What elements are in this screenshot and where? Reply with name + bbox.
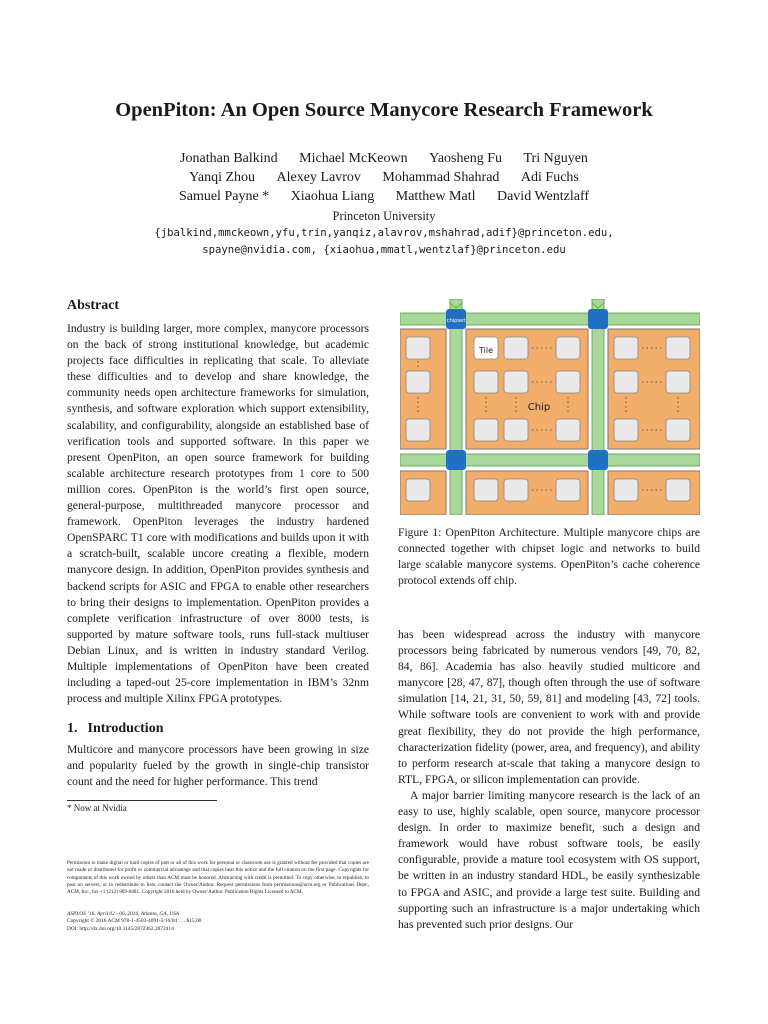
author: Matthew Matl (395, 189, 476, 204)
network-band (400, 454, 700, 466)
tile (474, 479, 498, 501)
author: Samuel Payne * (178, 189, 270, 204)
network-band (592, 299, 604, 515)
tile (614, 479, 638, 501)
tile (556, 479, 580, 501)
paper-title: OpenPiton: An Open Source Manycore Research Framework (115, 99, 653, 121)
tile (504, 419, 528, 441)
tile (504, 337, 528, 359)
tile (406, 337, 430, 359)
tile (406, 419, 430, 441)
chip-label: Chip (527, 402, 551, 413)
permission-notice: Permission to make digital or hard copies of part or all of this work for personal or classroom use is granted without fee provided that copies are not made or distributed for profit or commercial advantage and that copies bear this notice and the full citation on the first page. Copyrights for components of this work owned by others than ACM must be honored. Abstracting with credit is permitted. To copy otherwise, to republish, to post on servers, or to redistribute to lists, contact the Owner/Author. Request permissions from permissions@acm.org or Publications Dept., ACM, Inc., fax +1 (212) 869-0481. Copyright 2016 held by Owner/Author. Publication Rights Licensed to ACM. (67, 860, 369, 896)
intro-text-right-p1: has been widespread across the industry with manycore processors being fabricated by numerous vendors [49, 70, 82, 84, 86]. Academia has also heavily studied multicore and manycore [28, 47, 87], though often through the use of software simulation [14, 21, 31, 50, 59, 81] and modeling [43, 72] tools. While software tools are convenient to work with and provide great flexibility, they do not provide the high performance, characterization fidelity (power, area, and frequency), and ability to perform research at-scale that taking a manycore design to RTL, FPGA, or silicon implementation can provide. (398, 628, 700, 786)
tile (504, 479, 528, 501)
footnote-rule (67, 800, 217, 801)
network-arrows (450, 299, 604, 308)
chipset-label: chipset (446, 318, 466, 324)
section-title: Introduction (87, 721, 164, 736)
author: Xiaohua Liang (290, 189, 375, 204)
abstract-body (67, 321, 369, 707)
chipset-block (446, 450, 466, 470)
author: Adi Fuchs (520, 170, 579, 185)
author: Alexey Lavrov (276, 170, 361, 185)
chipset-block (588, 309, 608, 329)
tile (666, 337, 690, 359)
intro-heading (67, 721, 163, 737)
architecture-figure (400, 299, 700, 515)
network-band (400, 313, 700, 325)
tile (666, 479, 690, 501)
affiliation: Princeton University (332, 209, 436, 223)
author: Jonathan Balkind (180, 151, 278, 166)
tile (474, 371, 498, 393)
tile (666, 419, 690, 441)
abstract-heading: Abstract (67, 298, 120, 313)
tile (556, 419, 580, 441)
intro-text-left: Multicore and manycore processors have been growing in size and popularity fueled by the growth in single-chip transistor count and the need for higher performance. This trend (67, 743, 369, 789)
intro-right-body (398, 627, 700, 933)
chipset-block (588, 450, 608, 470)
email-line-2: spayne@nvidia.com, {xiaohua,mmatl,wentzlaf}@princeton.edu (202, 244, 566, 256)
intro-text-right-p2: A major barrier limiting manycore research is the lack of an easy to use, highly scalable, open source, manycore processor design. In order to maximize benefit, such a design and framework would have robust software tools, be easily configurable, provide a mature tool ecosystem with OS support, be written in an industry standard HDL, be easily synthesizable to FPGA and ASIC, and provide a large test suite. Building and supporting such an infrastructure is a major undertaking which has prevented such prior designs. Our (398, 788, 700, 931)
author: Michael McKeown (299, 151, 408, 166)
author: Tri Nguyen (523, 151, 588, 166)
footnote: * Now at Nvidia (67, 803, 127, 813)
abstract-text: Industry is building larger, more complex, manycore processors on the back of strong institutional knowledge, but academic projects face difficulties in replicating that scale. To alleviate these difficulties and to develop and share knowledge, the community needs open architecture frameworks for simulation, synthesis, and software exploration which support extensibility, scalability, and configurability, alongside an established base of verification tools and supported software. In this paper we present OpenPiton, an open source framework for building scalable architecture research prototypes from 1 core to 500 million cores. OpenPiton is the world’s first open source, general-purpose, multithreaded manycore processor and framework. OpenPiton leverages the industry hardened OpenSPARC T1 core with modifications and builds upon it with a scratch-built, scalable uncore creating a flexible, modern manycore design. In addition, OpenPiton provides synthesis and backend scripts for ASIC and FPGA to enable other researchers to bring their designs to implementation. OpenPiton provides a complete verification infrastructure of over 8000 tests, is supported by mature software tools, runs full-stack multiuser Debian Linux, and is written in industry standard Verilog. Multiple implementations of OpenPiton have been created including a taped-out 25-core implementation in IBM’s 32nm process and multiple Xilinx FPGA prototypes. (67, 322, 369, 706)
author-line-3 (100, 187, 668, 206)
tile (614, 419, 638, 441)
author: Yaosheng Fu (429, 151, 502, 166)
author: Yanqi Zhou (189, 170, 256, 185)
affiliation-block (100, 208, 668, 259)
tile-label: Tile (478, 346, 494, 355)
copyright-line: Copyright © 2016 ACM 978-1-4503-4091-5/16/04 . . . $15.00 (67, 918, 202, 925)
author-line-2 (100, 168, 668, 187)
tile (556, 337, 580, 359)
tile (406, 371, 430, 393)
network-band (450, 299, 462, 515)
figure-caption: Figure 1: OpenPiton Architecture. Multiple manycore chips are connected together with chipset logic and networks to build large scalable manycore systems. OpenPiton’s cache coherence protocol extends off chip. (398, 526, 700, 588)
intro-left-body (67, 742, 369, 790)
tile (614, 371, 638, 393)
doi-line: DOI: http://dx.doi.org/10.1145/2872362.2872414 (67, 925, 174, 932)
author: Mohammad Shahrad (382, 170, 500, 185)
tile (504, 371, 528, 393)
section-number: 1. (67, 721, 78, 736)
conference-line: ASPLOS ’16, April 02 - 06, 2016, Atlanta, GA, USA (67, 911, 180, 917)
tile (666, 371, 690, 393)
publication-meta (67, 911, 369, 933)
email-line-1: {jbalkind,mmckeown,yfu,trin,yanqiz,alavrov,mshahrad,adif}@princeton.edu, (154, 227, 614, 239)
tile (556, 371, 580, 393)
tile (406, 479, 430, 501)
tile (614, 337, 638, 359)
tile (474, 419, 498, 441)
author-list (100, 149, 668, 206)
author-line-1 (100, 149, 668, 168)
architecture-diagram (400, 299, 700, 515)
author: David Wentzlaff (496, 189, 590, 204)
